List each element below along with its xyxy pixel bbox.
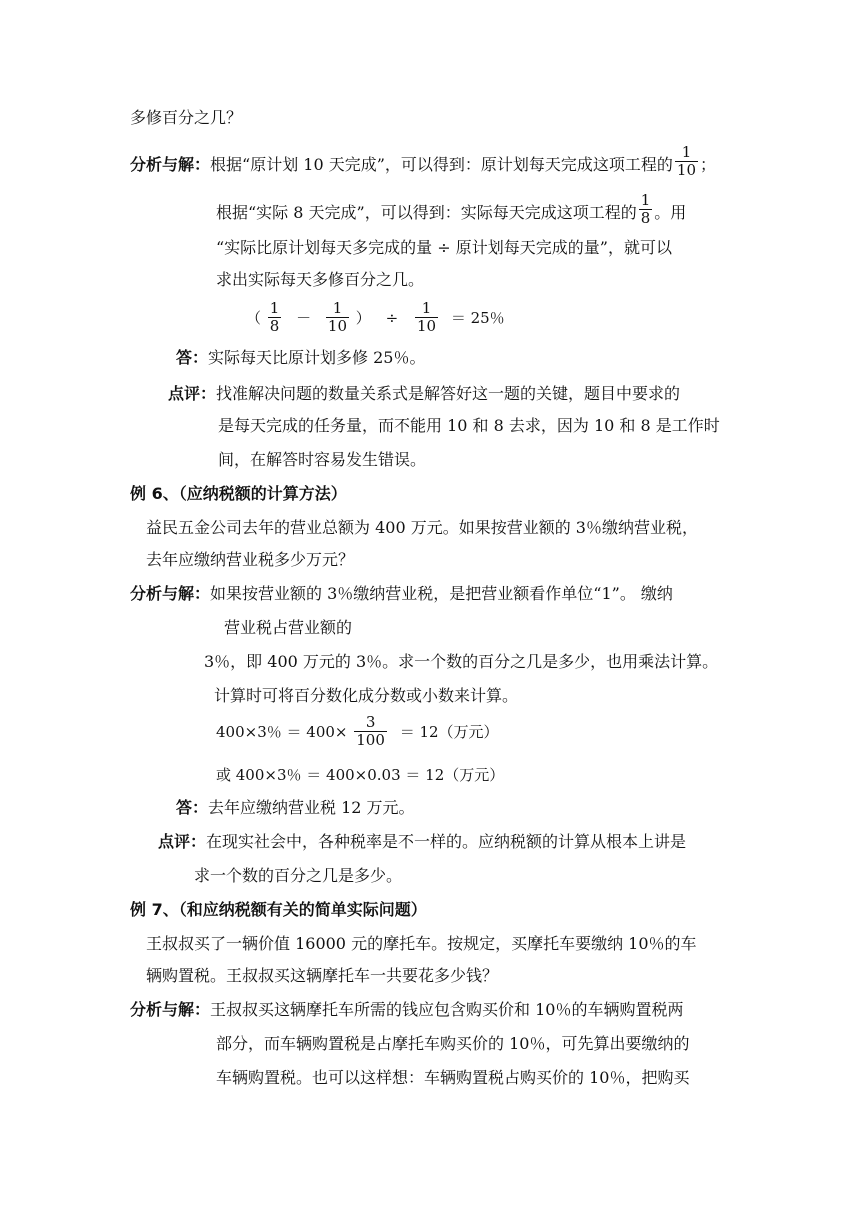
analysis-text: 王叔叔买这辆摩托车所需的钱应包含购买价和 10％的车辆购置税两 — [210, 1000, 684, 1019]
comment-line: 间，在解答时容易发生错误。 — [218, 450, 427, 469]
analysis-label: 分析与解： — [130, 1000, 211, 1019]
analysis-line: 部分，而车辆购置税是占摩托车购买价的 10％，可先算出要缴纳的 — [216, 1034, 690, 1053]
example-6-title: 例 6、（应纳税额的计算方法） — [130, 484, 347, 503]
question-line: 王叔叔买了一辆价值 16000 元的摩托车。按规定，买摩托车要缴纳 10％的车 — [146, 934, 697, 953]
analysis-text: 如果按营业额的 3％缴纳营业税，是把营业额看作单位“1”。 缴纳 — [210, 584, 673, 603]
comment-line — [168, 384, 680, 404]
equation-2 — [216, 714, 499, 749]
example-7-title: 例 7、（和应纳税额有关的简单实际问题） — [130, 900, 427, 919]
comment-label: 点评： — [158, 832, 207, 851]
comment-text: 在现实社会中，各种税率是不一样的。应纳税额的计算从根本上讲是 — [206, 832, 687, 851]
analysis-text: 根据“原计划 10 天完成”，可以得到：原计划每天完成这项工程的 — [210, 155, 673, 174]
question-line: 益民五金公司去年的营业总额为 400 万元。如果按营业额的 3％缴纳营业税， — [146, 518, 698, 537]
analysis-line: 3％，即 400 万元的 3％。求一个数的百分之几是多少，也用乘法计算。 — [204, 652, 719, 671]
eq-left: 400×3％ ＝ 400× — [216, 723, 348, 741]
equation-3: 或 400×3％ ＝ 400×0.03 ＝ 12（万元） — [216, 766, 505, 784]
analysis-label: 分析与解： — [130, 155, 211, 174]
question-line: 去年应缴纳营业税多少万元？ — [146, 550, 355, 569]
fraction-one-eighth: $\frac{1}{8}$ — [640, 191, 651, 227]
analysis-label: 分析与解： — [130, 584, 211, 603]
question-line: 辆购置税。王叔叔买这辆摩托车一共要花多少钱？ — [146, 966, 499, 985]
text-line: 多修百分之几？ — [130, 108, 243, 127]
analysis-line: “实际比原计划每天多完成的量 ÷ 原计划每天完成的量”，就可以 — [216, 238, 672, 257]
fraction-3-100: $\frac{3}{100}$ — [356, 713, 385, 749]
answer-line — [176, 798, 415, 818]
comment-line: 是每天完成的任务量，而不能用 10 和 8 去求，因为 10 和 8 是工作时 — [218, 416, 720, 435]
answer-label: 答： — [176, 348, 209, 367]
paren-close: ） — [355, 309, 371, 327]
eq-right: ＝ 12（万元） — [399, 723, 499, 741]
result: ＝ 25％ — [450, 309, 505, 327]
fraction: $\frac{1}{10}$ — [416, 299, 437, 335]
analysis-line: 车辆购置税。也可以这样想：车辆购置税占购买价的 10％，把购买 — [216, 1068, 690, 1087]
comment-line — [158, 832, 686, 852]
equation-1 — [246, 300, 505, 335]
analysis-line — [216, 191, 687, 231]
analysis-line: 营业税占营业额的 — [224, 618, 353, 637]
divide-sign: ÷ — [385, 308, 399, 327]
comment-line: 求一个数的百分之几是多少。 — [194, 866, 403, 885]
answer-text: 实际每天比原计划多修 25％。 — [208, 348, 426, 367]
answer-text: 去年应缴纳营业税 12 万元。 — [208, 798, 415, 817]
analysis-line — [130, 1000, 683, 1020]
punct: ； — [700, 155, 717, 174]
analysis-line: 计算时可将百分数化成分数或小数来计算。 — [214, 686, 519, 705]
minus-sign: － — [296, 309, 312, 327]
fraction: $\frac{1}{10}$ — [327, 299, 348, 335]
analysis-line: 求出实际每天多修百分之几。 — [216, 270, 425, 289]
answer-line — [176, 348, 425, 368]
answer-label: 答： — [176, 798, 209, 817]
punct: 。用 — [654, 203, 687, 222]
analysis-line — [130, 584, 673, 604]
analysis-line — [130, 143, 717, 183]
fraction: $\frac{1}{8}$ — [269, 299, 280, 335]
analysis-text: 根据“实际 8 天完成”，可以得到：实际每天完成这项工程的 — [216, 203, 637, 222]
paren-open: （ — [246, 309, 262, 327]
fraction-one-tenth: $\frac{1}{10}$ — [676, 143, 697, 179]
comment-label: 点评： — [168, 384, 217, 403]
comment-text: 找准解决问题的数量关系式是解答好这一题的关键，题目中要求的 — [216, 384, 681, 403]
